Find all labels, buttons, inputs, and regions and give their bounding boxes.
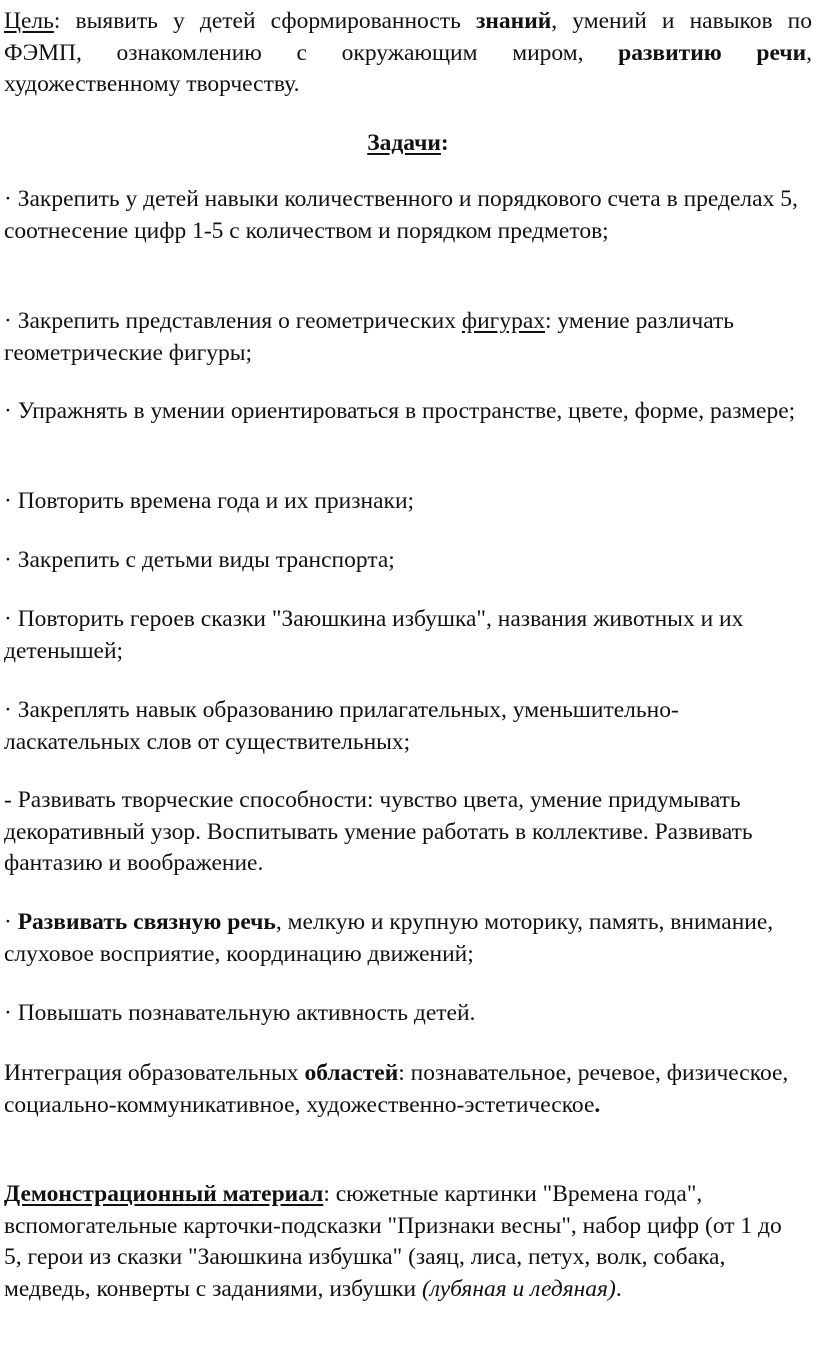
- demo-end: .: [615, 1275, 622, 1302]
- goal-bold-speech: развитию речи: [618, 39, 807, 66]
- task-item-speech-rest: , мелкую и крупную моторику, память, внимание, слуховое восприятие, координацию движений;: [4, 909, 774, 967]
- task-item-speech-bullet: ·: [4, 909, 18, 935]
- demo-italic: (лубяная и ледяная): [421, 1275, 616, 1302]
- tasks-heading-text: Задачи: [367, 130, 441, 156]
- task-item-creative: - Развивать творческие способности: чувство цвета, умение придумывать декоративный узор. Воспитывать умение работать в коллективе. Развивать фантазию и воображение.: [4, 787, 753, 876]
- goal-text-3: , художественному творчеству.: [4, 39, 812, 97]
- task-item-count: · Закрепить у детей навыки количественного и порядкового счета в пределах 5, соотнесение цифр 1-5 с количеством и порядком предметов;: [4, 186, 798, 244]
- demo-paragraph: [4, 1179, 804, 1305]
- goal-text-2: , умений и навыков по ФЭМП, ознакомлению с окружающим миром,: [4, 8, 812, 66]
- integration-bold: областей: [304, 1060, 399, 1086]
- task-item-orientation: · Упражнять в умении ориентироваться в пространстве, цвете, форме, размере;: [4, 398, 796, 424]
- task-item-speech: [4, 907, 804, 970]
- integration-text-2: : познавательное, речевое, физическое, социально-коммуникативное, художественно-эстетическое: [4, 1060, 789, 1118]
- goal-label: Цель: [4, 8, 54, 34]
- task-item-fairytale: · Повторить героев сказки "Заюшкина избушка", названия животных и их детенышей;: [4, 606, 744, 664]
- integration-paragraph: [4, 1058, 804, 1121]
- task-item-speech-bold: Развивать связную речь: [17, 909, 276, 935]
- demo-label: Демонстрационный материал: [4, 1181, 324, 1207]
- task-item-geometry-rest: : умение различать геометрические фигуры;: [4, 308, 734, 366]
- goal-text-1: : выявить у детей сформированность: [53, 8, 476, 34]
- integration-text-1: Интеграция образовательных: [4, 1060, 305, 1086]
- integration-end: .: [594, 1091, 601, 1118]
- task-item-geometry-underlined: фигурах: [461, 308, 545, 334]
- demo-text: : сюжетные картинки "Времена года", вспомогательные карточки-подсказки "Признаки весны", набор цифр (от 1 до 5, герои из сказки "Заюшкина избушка" (заяц, лиса, петух, волк, собака, медведь, конверты с заданиями, избушки: [4, 1181, 782, 1302]
- task-item-activity: · Повышать познавательную активность детей.: [4, 1000, 476, 1026]
- tasks-heading-colon: :: [440, 130, 449, 156]
- task-item-geometry-text: · Закрепить представления о геометрических: [4, 308, 462, 334]
- goal-paragraph: [4, 6, 812, 101]
- task-item-transport: · Закрепить с детьми виды транспорта;: [4, 547, 395, 573]
- tasks-heading: [4, 128, 812, 160]
- task-item-geometry: [4, 306, 804, 369]
- task-item-adjectives: · Закреплять навык образованию прилагательных, уменьшительно-ласкательных слов от существительных;: [4, 697, 679, 755]
- task-item-seasons: · Повторить времена года и их признаки;: [4, 488, 415, 514]
- goal-bold-knowledge: знаний: [475, 8, 552, 34]
